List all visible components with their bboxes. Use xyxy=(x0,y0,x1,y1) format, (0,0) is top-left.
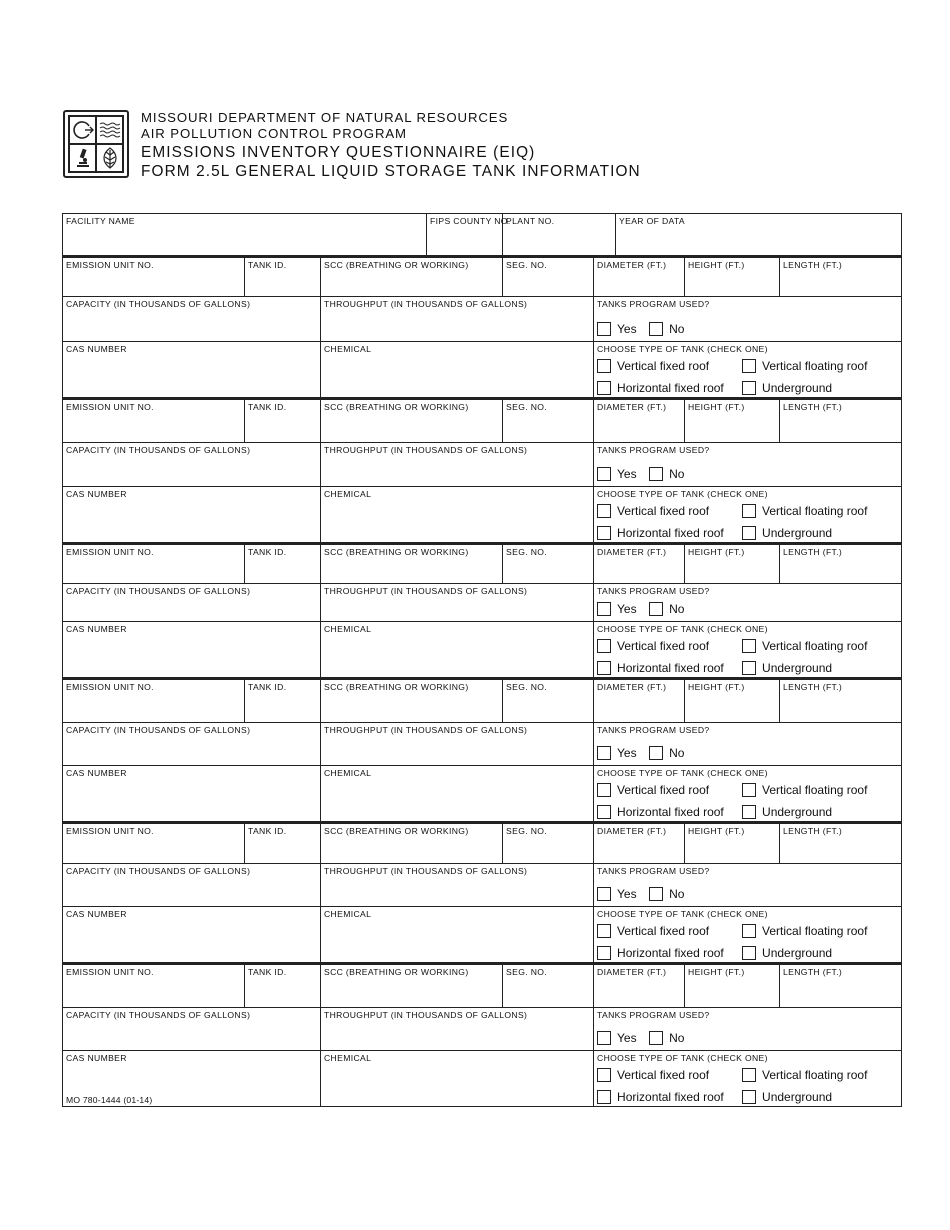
chemical-field[interactable]: CHEMICAL xyxy=(321,487,594,544)
length-field[interactable]: LENGTH (FT.) xyxy=(780,257,902,297)
vertical-fixed-roof-label: Vertical fixed roof xyxy=(617,1067,710,1082)
underground-label: Underground xyxy=(762,945,833,960)
no-checkbox[interactable] xyxy=(649,887,663,901)
vertical-floating-roof-checkbox[interactable] xyxy=(742,504,756,518)
yes-checkbox[interactable] xyxy=(597,602,611,616)
form-title: EMISSIONS INVENTORY QUESTIONNAIRE (EIQ) xyxy=(141,144,536,161)
diameter-field[interactable]: DIAMETER (FT.) xyxy=(594,544,685,584)
horizontal-fixed-roof-label: Horizontal fixed roof xyxy=(617,660,724,675)
horizontal-fixed-roof-checkbox[interactable] xyxy=(597,946,611,960)
height-field[interactable]: HEIGHT (FT.) xyxy=(685,823,780,864)
yes-label: Yes xyxy=(617,745,637,760)
no-label: No xyxy=(669,601,685,616)
vertical-floating-roof-label: Vertical floating roof xyxy=(762,782,868,797)
no-label: No xyxy=(669,321,685,336)
year-of-data-field[interactable]: YEAR OF DATA xyxy=(616,214,902,257)
tank-3-row-3 xyxy=(63,622,902,679)
vertical-fixed-roof-checkbox[interactable] xyxy=(597,783,611,797)
tank-1-row-2 xyxy=(63,297,902,342)
form-header xyxy=(63,110,903,182)
height-field[interactable]: HEIGHT (FT.) xyxy=(685,257,780,297)
scc-field[interactable]: SCC (BREATHING OR WORKING) xyxy=(321,544,503,584)
chemical-field[interactable]: CHEMICAL xyxy=(321,622,594,679)
dnr-logo xyxy=(63,110,129,178)
yes-checkbox[interactable] xyxy=(597,746,611,760)
underground-label: Underground xyxy=(762,525,833,540)
seg-no-field[interactable]: SEG. NO. xyxy=(503,823,594,864)
tank-type-field: CHOOSE TYPE OF TANK (CHECK ONE) Vertical fixed roof Vertical floating roof Horizontal fixed roof Underground xyxy=(594,342,902,399)
tank-4-row-1 xyxy=(63,679,902,723)
tank-type-field: CHOOSE TYPE OF TANK (CHECK ONE) Vertical fixed roof Vertical floating roof Horizontal fixed roof Underground xyxy=(594,1051,902,1107)
diameter-field[interactable]: DIAMETER (FT.) xyxy=(594,823,685,864)
horizontal-fixed-roof-checkbox[interactable] xyxy=(597,1090,611,1104)
chemical-field[interactable]: CHEMICAL xyxy=(321,907,594,964)
horizontal-fixed-roof-checkbox[interactable] xyxy=(597,526,611,540)
tank-1-row-1 xyxy=(63,257,902,297)
tank-type-field: CHOOSE TYPE OF TANK (CHECK ONE) Vertical fixed roof Vertical floating roof Horizontal fixed roof Underground xyxy=(594,622,902,679)
no-label: No xyxy=(669,886,685,901)
height-field[interactable]: HEIGHT (FT.) xyxy=(685,964,780,1008)
height-field[interactable]: HEIGHT (FT.) xyxy=(685,544,780,584)
tank-5-row-1 xyxy=(63,823,902,864)
vertical-fixed-roof-label: Vertical fixed roof xyxy=(617,503,710,518)
vertical-floating-roof-label: Vertical floating roof xyxy=(762,358,868,373)
no-label: No xyxy=(669,1030,685,1045)
horizontal-fixed-roof-label: Horizontal fixed roof xyxy=(617,945,724,960)
vertical-floating-roof-label: Vertical floating roof xyxy=(762,503,868,518)
cas-number-field[interactable]: CAS NUMBER xyxy=(63,622,321,679)
yes-label: Yes xyxy=(617,321,637,336)
underground-checkbox[interactable] xyxy=(742,381,756,395)
tank-id-field[interactable]: TANK ID. xyxy=(245,679,321,723)
tank-type-field: CHOOSE TYPE OF TANK (CHECK ONE) Vertical fixed roof Vertical floating roof Horizontal fixed roof Underground xyxy=(594,766,902,823)
tanks-program-field: TANKS PROGRAM USED? Yes No xyxy=(594,864,902,907)
throughput-field[interactable]: THROUGHPUT (IN THOUSANDS OF GALLONS) xyxy=(321,443,594,487)
height-field[interactable]: HEIGHT (FT.) xyxy=(685,399,780,443)
underground-checkbox[interactable] xyxy=(742,805,756,819)
scc-field[interactable]: SCC (BREATHING OR WORKING) xyxy=(321,257,503,297)
capacity-field[interactable]: CAPACITY (IN THOUSANDS OF GALLONS) xyxy=(63,443,321,487)
facility-name-field[interactable]: FACILITY NAME xyxy=(63,214,427,257)
cas-number-field[interactable]: CAS NUMBER xyxy=(63,342,321,399)
cas-number-field[interactable]: CAS NUMBER xyxy=(63,907,321,964)
horizontal-fixed-roof-checkbox[interactable] xyxy=(597,805,611,819)
department-name: MISSOURI DEPARTMENT OF NATURAL RESOURCES xyxy=(141,110,509,125)
capacity-field[interactable]: CAPACITY (IN THOUSANDS OF GALLONS) xyxy=(63,864,321,907)
no-label: No xyxy=(669,745,685,760)
vertical-fixed-roof-label: Vertical fixed roof xyxy=(617,782,710,797)
no-checkbox[interactable] xyxy=(649,322,663,336)
scc-field[interactable]: SCC (BREATHING OR WORKING) xyxy=(321,399,503,443)
scc-field[interactable]: SCC (BREATHING OR WORKING) xyxy=(321,679,503,723)
tanks-program-field: TANKS PROGRAM USED? Yes No xyxy=(594,443,902,487)
tanks-program-field: TANKS PROGRAM USED? Yes No xyxy=(594,723,902,766)
underground-checkbox[interactable] xyxy=(742,661,756,675)
microscope-icon xyxy=(69,144,96,172)
tank-4-row-2 xyxy=(63,723,902,766)
storage-tank-form xyxy=(62,213,902,1107)
cas-number-field[interactable]: CAS NUMBER xyxy=(63,766,321,823)
underground-checkbox[interactable] xyxy=(742,946,756,960)
no-checkbox[interactable] xyxy=(649,467,663,481)
form-number: MO 780-1444 (01-14) xyxy=(66,1095,153,1105)
yes-label: Yes xyxy=(617,466,637,481)
vertical-floating-roof-label: Vertical floating roof xyxy=(762,1067,868,1082)
underground-label: Underground xyxy=(762,660,833,675)
vertical-fixed-roof-checkbox[interactable] xyxy=(597,924,611,938)
underground-label: Underground xyxy=(762,804,833,819)
vertical-floating-roof-label: Vertical floating roof xyxy=(762,638,868,653)
tank-6-row-2 xyxy=(63,1008,902,1051)
vertical-fixed-roof-label: Vertical fixed roof xyxy=(617,638,710,653)
fips-county-no-field[interactable]: FIPS COUNTY NO. xyxy=(427,214,503,257)
cas-number-field[interactable]: CAS NUMBER xyxy=(63,1051,321,1107)
tank-4-row-3 xyxy=(63,766,902,823)
water-waves-icon xyxy=(96,116,123,144)
horizontal-fixed-roof-label: Horizontal fixed roof xyxy=(617,380,724,395)
diameter-field[interactable]: DIAMETER (FT.) xyxy=(594,257,685,297)
emission-unit-no-field[interactable]: EMISSION UNIT NO. xyxy=(63,399,245,443)
emission-unit-no-field[interactable]: EMISSION UNIT NO. xyxy=(63,679,245,723)
length-field[interactable]: LENGTH (FT.) xyxy=(780,679,902,723)
yes-checkbox[interactable] xyxy=(597,887,611,901)
tank-6-row-1 xyxy=(63,964,902,1008)
length-field[interactable]: LENGTH (FT.) xyxy=(780,964,902,1008)
yes-checkbox[interactable] xyxy=(597,1031,611,1045)
leaf-icon xyxy=(96,144,123,172)
vertical-floating-roof-label: Vertical floating roof xyxy=(762,923,868,938)
emission-unit-no-field[interactable]: EMISSION UNIT NO. xyxy=(63,257,245,297)
no-checkbox[interactable] xyxy=(649,602,663,616)
seg-no-field[interactable]: SEG. NO. xyxy=(503,679,594,723)
throughput-field[interactable]: THROUGHPUT (IN THOUSANDS OF GALLONS) xyxy=(321,864,594,907)
tank-2-row-1 xyxy=(63,399,902,443)
throughput-field[interactable]: THROUGHPUT (IN THOUSANDS OF GALLONS) xyxy=(321,584,594,622)
yes-label: Yes xyxy=(617,1030,637,1045)
throughput-field[interactable]: THROUGHPUT (IN THOUSANDS OF GALLONS) xyxy=(321,1008,594,1051)
capacity-field[interactable]: CAPACITY (IN THOUSANDS OF GALLONS) xyxy=(63,584,321,622)
emission-unit-no-field[interactable]: EMISSION UNIT NO. xyxy=(63,964,245,1008)
vertical-fixed-roof-checkbox[interactable] xyxy=(597,359,611,373)
tank-3-row-2 xyxy=(63,584,902,622)
scc-field[interactable]: SCC (BREATHING OR WORKING) xyxy=(321,823,503,864)
yes-checkbox[interactable] xyxy=(597,467,611,481)
horizontal-fixed-roof-checkbox[interactable] xyxy=(597,381,611,395)
vertical-fixed-roof-label: Vertical fixed roof xyxy=(617,923,710,938)
vertical-fixed-roof-checkbox[interactable] xyxy=(597,504,611,518)
capacity-field[interactable]: CAPACITY (IN THOUSANDS OF GALLONS) xyxy=(63,723,321,766)
underground-label: Underground xyxy=(762,380,833,395)
no-checkbox[interactable] xyxy=(649,746,663,760)
tank-id-field[interactable]: TANK ID. xyxy=(245,964,321,1008)
tank-id-field[interactable]: TANK ID. xyxy=(245,544,321,584)
yes-label: Yes xyxy=(617,886,637,901)
seg-no-field[interactable]: SEG. NO. xyxy=(503,544,594,584)
seg-no-field[interactable]: SEG. NO. xyxy=(503,399,594,443)
throughput-field[interactable]: THROUGHPUT (IN THOUSANDS OF GALLONS) xyxy=(321,723,594,766)
tanks-program-field: TANKS PROGRAM USED? Yes No xyxy=(594,297,902,342)
tank-id-field[interactable]: TANK ID. xyxy=(245,823,321,864)
tank-type-field: CHOOSE TYPE OF TANK (CHECK ONE) Vertical fixed roof Vertical floating roof Horizontal fixed roof Underground xyxy=(594,907,902,964)
scc-field[interactable]: SCC (BREATHING OR WORKING) xyxy=(321,964,503,1008)
vertical-floating-roof-checkbox[interactable] xyxy=(742,359,756,373)
plant-no-field[interactable]: PLANT NO. xyxy=(503,214,616,257)
tank-6-row-3 xyxy=(63,1051,902,1107)
yes-checkbox[interactable] xyxy=(597,322,611,336)
no-label: No xyxy=(669,466,685,481)
cas-number-field[interactable]: CAS NUMBER xyxy=(63,487,321,544)
no-checkbox[interactable] xyxy=(649,1031,663,1045)
tank-2-row-3 xyxy=(63,487,902,544)
throughput-field[interactable]: THROUGHPUT (IN THOUSANDS OF GALLONS) xyxy=(321,297,594,342)
recycle-arrow-icon xyxy=(69,116,96,144)
tank-2-row-2 xyxy=(63,443,902,487)
seg-no-field[interactable]: SEG. NO. xyxy=(503,964,594,1008)
height-field[interactable]: HEIGHT (FT.) xyxy=(685,679,780,723)
tank-id-field[interactable]: TANK ID. xyxy=(245,257,321,297)
capacity-field[interactable]: CAPACITY (IN THOUSANDS OF GALLONS) xyxy=(63,297,321,342)
diameter-field[interactable]: DIAMETER (FT.) xyxy=(594,679,685,723)
tank-type-field: CHOOSE TYPE OF TANK (CHECK ONE) Vertical fixed roof Vertical floating roof Horizontal fixed roof Underground xyxy=(594,487,902,544)
seg-no-field[interactable]: SEG. NO. xyxy=(503,257,594,297)
tank-id-field[interactable]: TANK ID. xyxy=(245,399,321,443)
emission-unit-no-field[interactable]: EMISSION UNIT NO. xyxy=(63,544,245,584)
horizontal-fixed-roof-label: Horizontal fixed roof xyxy=(617,525,724,540)
vertical-fixed-roof-label: Vertical fixed roof xyxy=(617,358,710,373)
program-name: AIR POLLUTION CONTROL PROGRAM xyxy=(141,126,407,141)
length-field[interactable]: LENGTH (FT.) xyxy=(780,544,902,584)
emission-unit-no-field[interactable]: EMISSION UNIT NO. xyxy=(63,823,245,864)
horizontal-fixed-roof-checkbox[interactable] xyxy=(597,661,611,675)
tanks-program-field: TANKS PROGRAM USED? Yes No xyxy=(594,584,902,622)
horizontal-fixed-roof-label: Horizontal fixed roof xyxy=(617,1089,724,1104)
underground-checkbox[interactable] xyxy=(742,1090,756,1104)
underground-label: Underground xyxy=(762,1089,833,1104)
vertical-floating-roof-checkbox[interactable] xyxy=(742,924,756,938)
tank-5-row-2 xyxy=(63,864,902,907)
length-field[interactable]: LENGTH (FT.) xyxy=(780,823,902,864)
tanks-program-field: TANKS PROGRAM USED? Yes No xyxy=(594,1008,902,1051)
tank-1-row-3 xyxy=(63,342,902,399)
diameter-field[interactable]: DIAMETER (FT.) xyxy=(594,399,685,443)
horizontal-fixed-roof-label: Horizontal fixed roof xyxy=(617,804,724,819)
underground-checkbox[interactable] xyxy=(742,526,756,540)
vertical-floating-roof-checkbox[interactable] xyxy=(742,639,756,653)
diameter-field[interactable]: DIAMETER (FT.) xyxy=(594,964,685,1008)
length-field[interactable]: LENGTH (FT.) xyxy=(780,399,902,443)
tank-3-row-1 xyxy=(63,544,902,584)
vertical-floating-roof-checkbox[interactable] xyxy=(742,1068,756,1082)
chemical-field[interactable]: CHEMICAL xyxy=(321,766,594,823)
form-subtitle: FORM 2.5L GENERAL LIQUID STORAGE TANK INFORMATION xyxy=(141,163,641,180)
chemical-field[interactable]: CHEMICAL xyxy=(321,342,594,399)
capacity-field[interactable]: CAPACITY (IN THOUSANDS OF GALLONS) xyxy=(63,1008,321,1051)
vertical-fixed-roof-checkbox[interactable] xyxy=(597,639,611,653)
vertical-floating-roof-checkbox[interactable] xyxy=(742,783,756,797)
vertical-fixed-roof-checkbox[interactable] xyxy=(597,1068,611,1082)
tank-5-row-3 xyxy=(63,907,902,964)
chemical-field[interactable]: CHEMICAL xyxy=(321,1051,594,1107)
yes-label: Yes xyxy=(617,601,637,616)
